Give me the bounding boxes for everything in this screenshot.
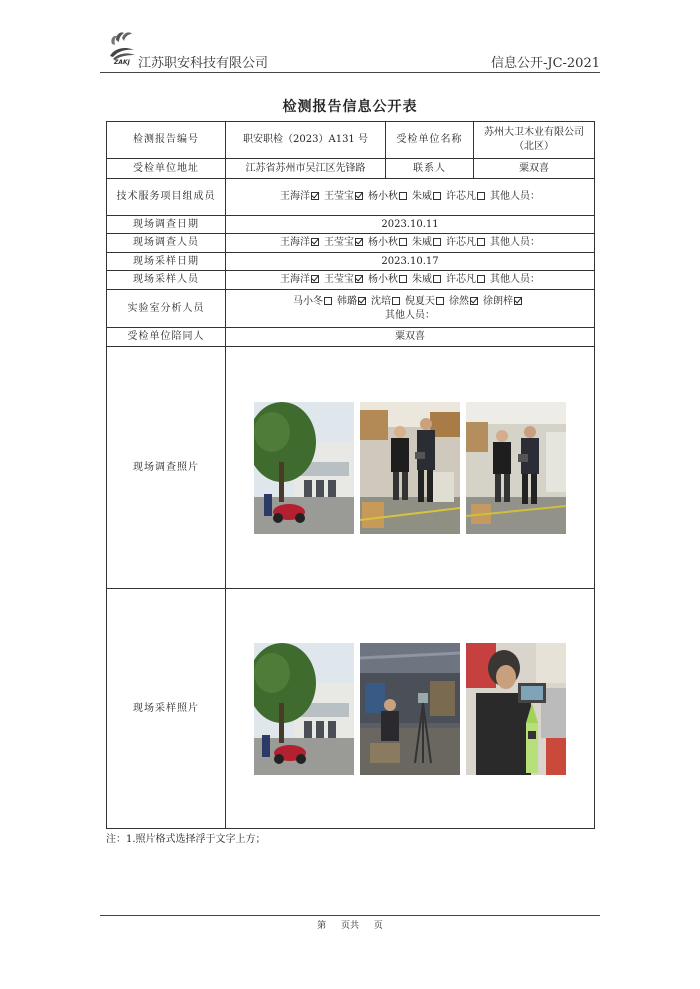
unchecked-checkbox-icon[interactable] bbox=[324, 297, 332, 305]
table-row bbox=[107, 290, 595, 328]
staff-name: 杨小秋 bbox=[368, 237, 398, 248]
staff-entry bbox=[483, 296, 525, 307]
address-label: 受检单位地址 bbox=[107, 159, 226, 179]
survey-staff-label: 现场调查人员 bbox=[107, 234, 226, 253]
lab-staff-checklist bbox=[230, 295, 590, 309]
staff-entry bbox=[446, 237, 488, 248]
sampling-date-value: 2023.10.17 bbox=[226, 253, 595, 271]
staff-name: 王海洋 bbox=[280, 237, 310, 248]
table-row bbox=[107, 271, 595, 290]
staff-name: 王海洋 bbox=[280, 274, 310, 285]
info-table bbox=[106, 121, 595, 829]
staff-name: 王莹宝 bbox=[324, 191, 354, 202]
staff-name: 朱威 bbox=[412, 191, 432, 202]
staff-entry bbox=[337, 296, 369, 307]
sampling-photo-measurement bbox=[466, 643, 566, 775]
unchecked-checkbox-icon[interactable] bbox=[436, 297, 444, 305]
tech-team-members bbox=[226, 179, 595, 216]
unchecked-checkbox-icon[interactable] bbox=[433, 238, 441, 246]
checked-checkbox-icon[interactable] bbox=[311, 192, 319, 200]
checked-checkbox-icon[interactable] bbox=[355, 238, 363, 246]
staff-name: 倪夏天 bbox=[405, 295, 435, 307]
staff-name: 朱威 bbox=[412, 237, 432, 248]
tech-team-label: 技术服务项目组成员 bbox=[107, 179, 226, 216]
sampling-photos-label: 现场采样照片 bbox=[107, 589, 226, 829]
staff-entry bbox=[446, 274, 488, 285]
table-row bbox=[107, 253, 595, 271]
report-no-value: 职安职检（2023）A131 号 bbox=[226, 122, 386, 159]
staff-entry bbox=[324, 191, 366, 202]
page-title: 检测报告信息公开表 bbox=[282, 99, 418, 115]
contact-label: 联系人 bbox=[386, 159, 474, 179]
sampling-photo-exterior bbox=[254, 643, 354, 775]
staff-entry bbox=[446, 191, 488, 202]
staff-name: 王莹宝 bbox=[324, 237, 354, 248]
staff-name: 王莹宝 bbox=[324, 274, 354, 285]
staff-entry bbox=[280, 191, 322, 202]
checked-checkbox-icon[interactable] bbox=[470, 297, 478, 305]
survey-photo-workshop-2 bbox=[466, 402, 566, 534]
logo-text: ZAKJ bbox=[114, 59, 130, 66]
address-value: 江苏省苏州市吴江区先锋路 bbox=[226, 159, 386, 179]
staff-name: 王海洋 bbox=[280, 191, 310, 202]
unchecked-checkbox-icon[interactable] bbox=[392, 297, 400, 305]
page-footer bbox=[0, 918, 700, 931]
table-row bbox=[107, 159, 595, 179]
unchecked-checkbox-icon[interactable] bbox=[399, 275, 407, 283]
staff-entry bbox=[368, 191, 410, 202]
staff-entry bbox=[280, 274, 322, 285]
checked-checkbox-icon[interactable] bbox=[355, 192, 363, 200]
escort-value: 粟双喜 bbox=[226, 328, 595, 347]
page-header bbox=[100, 30, 600, 73]
sampling-staff-members bbox=[226, 271, 595, 290]
unchecked-checkbox-icon[interactable] bbox=[399, 238, 407, 246]
unchecked-checkbox-icon[interactable] bbox=[477, 275, 485, 283]
staff-entry bbox=[293, 296, 335, 307]
checked-checkbox-icon[interactable] bbox=[355, 275, 363, 283]
table-row bbox=[107, 347, 595, 589]
staff-name: 朱威 bbox=[412, 274, 432, 285]
staff-name: 杨小秋 bbox=[368, 191, 398, 202]
checked-checkbox-icon[interactable] bbox=[311, 275, 319, 283]
lab-staff-label: 实验室分析人员 bbox=[107, 290, 226, 328]
staff-entry bbox=[368, 274, 410, 285]
sampling-photo-workshop bbox=[360, 643, 460, 775]
unchecked-checkbox-icon[interactable] bbox=[399, 192, 407, 200]
footer-rule bbox=[100, 915, 600, 916]
table-row bbox=[107, 234, 595, 253]
survey-photo-exterior bbox=[254, 402, 354, 534]
staff-entry bbox=[371, 296, 403, 307]
table-row bbox=[107, 216, 595, 234]
staff-name: 沈培 bbox=[371, 295, 391, 307]
staff-name: 马小冬 bbox=[293, 295, 323, 307]
document-number: 信息公开-JC-2021 bbox=[490, 56, 600, 71]
staff-name: 许芯凡 bbox=[446, 274, 476, 285]
staff-name: 徐然 bbox=[449, 295, 469, 307]
staff-name: 杨小秋 bbox=[368, 274, 398, 285]
lab-others-label: 其他人员： bbox=[385, 309, 435, 321]
table-row bbox=[107, 328, 595, 347]
survey-date-label: 现场调查日期 bbox=[107, 216, 226, 234]
table-row bbox=[107, 179, 595, 216]
unit-name-label: 受检单位名称 bbox=[386, 122, 474, 159]
staff-name: 徐朗梓 bbox=[483, 295, 513, 307]
staff-name: 韩璐 bbox=[337, 295, 357, 307]
staff-entry bbox=[324, 237, 366, 248]
staff-entry bbox=[368, 237, 410, 248]
staff-entry bbox=[412, 237, 444, 248]
contact-value: 粟双喜 bbox=[474, 159, 595, 179]
checked-checkbox-icon[interactable] bbox=[358, 297, 366, 305]
page-label: 第 bbox=[317, 921, 327, 931]
survey-staff-members bbox=[226, 234, 595, 253]
checked-checkbox-icon[interactable] bbox=[514, 297, 522, 305]
staff-entry bbox=[412, 191, 444, 202]
footnote: 注：1.照片格式选择浮于文字上方； bbox=[106, 834, 266, 845]
unchecked-checkbox-icon[interactable] bbox=[477, 192, 485, 200]
company-name: 江苏职安科技有限公司 bbox=[138, 56, 269, 71]
checked-checkbox-icon[interactable] bbox=[311, 238, 319, 246]
table-row bbox=[107, 589, 595, 829]
report-no-label: 检测报告编号 bbox=[107, 122, 226, 159]
staff-entry bbox=[449, 296, 481, 307]
lab-staff-members bbox=[226, 290, 595, 328]
unit-name-value: 苏州大卫木业有限公司（北区） bbox=[474, 122, 595, 159]
survey-photos-label: 现场调查照片 bbox=[107, 347, 226, 589]
survey-photos-cell bbox=[226, 347, 595, 589]
survey-date-value: 2023.10.11 bbox=[226, 216, 595, 234]
staff-entry bbox=[405, 296, 447, 307]
staff-entry bbox=[280, 237, 322, 248]
page-total-label: 页共 bbox=[340, 921, 359, 931]
unchecked-checkbox-icon[interactable] bbox=[477, 238, 485, 246]
staff-entry bbox=[412, 274, 444, 285]
others-label: 其他人员： bbox=[490, 274, 540, 285]
others-label: 其他人员： bbox=[490, 191, 540, 202]
survey-photo-workshop-1 bbox=[360, 402, 460, 534]
staff-name: 许芯凡 bbox=[446, 191, 476, 202]
unchecked-checkbox-icon[interactable] bbox=[433, 275, 441, 283]
table-row bbox=[107, 122, 595, 159]
staff-name: 许芯凡 bbox=[446, 237, 476, 248]
unchecked-checkbox-icon[interactable] bbox=[433, 192, 441, 200]
page-end-label: 页 bbox=[373, 921, 383, 931]
sampling-date-label: 现场采样日期 bbox=[107, 253, 226, 271]
others-label: 其他人员： bbox=[490, 237, 540, 248]
sampling-photos-cell bbox=[226, 589, 595, 829]
staff-entry bbox=[324, 274, 366, 285]
sampling-staff-label: 现场采样人员 bbox=[107, 271, 226, 290]
escort-label: 受检单位陪同人 bbox=[107, 328, 226, 347]
